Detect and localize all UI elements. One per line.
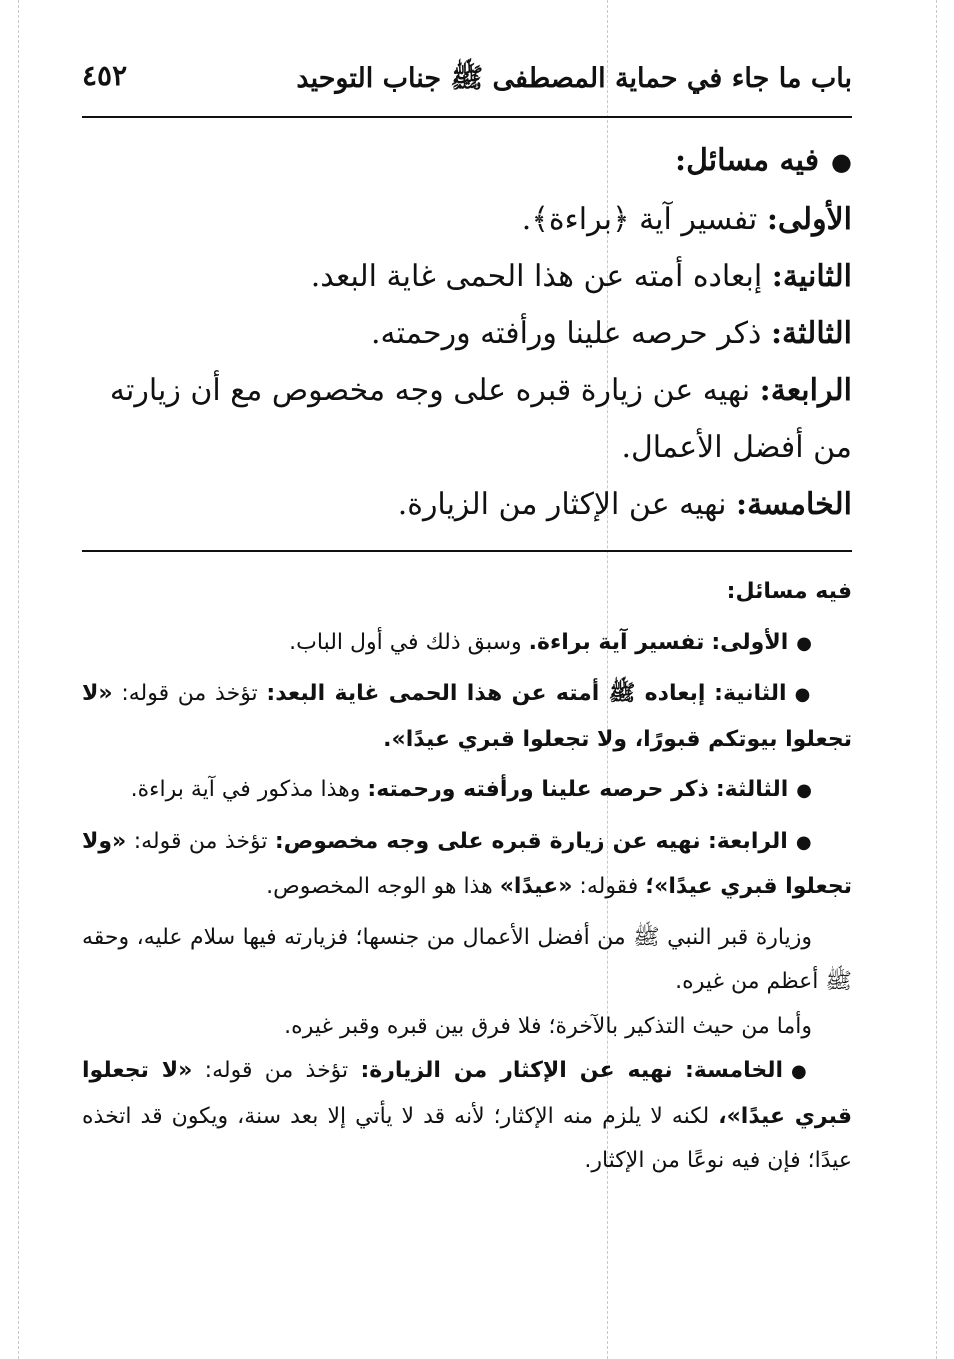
bullet-icon: ● xyxy=(791,1061,813,1082)
bullet-icon: ● xyxy=(794,684,812,705)
bullet-icon: ● xyxy=(796,632,812,654)
sharh-heading: فيه مسائل: xyxy=(726,579,852,604)
matn-item: الأولى: تفسير آية ﴿براءة﴾. xyxy=(521,202,852,237)
matn-item: الخامسة: نهيه عن الإكثار من الزيارة. xyxy=(397,487,852,522)
sharh-commentary xyxy=(82,570,852,1184)
chapter-title: باب ما جاء في حماية المصطفى ﷺ جناب التوحيد xyxy=(296,63,852,94)
sharh-item: ●الأولى: تفسير آية براءة. وسبق ذلك في أول الباب. xyxy=(289,629,812,655)
matn-heading: ●فيه مسائل: xyxy=(675,143,852,178)
header-rule xyxy=(82,116,852,118)
sharh-item: ●الخامسة: نهيه عن الإكثار من الزيارة: تؤخذ من قوله: «لا تجعلوا قبري عيدًا»، لكنه لا يلزم منه الإكثار؛ لأنه قد لا يأتي إلا بعد سنة، ويكون قد اتخذه عيدًا؛ فإن فيه نوعًا من الإكثار. xyxy=(82,1058,852,1173)
sharh-item: ●الثالثة: ذكر حرصه علينا ورأفته ورحمته: وهذا مذكور في آية براءة. xyxy=(130,777,812,802)
scan-guide-line xyxy=(18,0,19,1359)
sharh-paragraph: وأما من حيث التذكير بالآخرة؛ فلا فرق بين قبره وقبر غيره. xyxy=(284,1013,812,1039)
bullet-icon: ● xyxy=(831,148,852,176)
bullet-icon: ● xyxy=(795,831,812,853)
matn-text xyxy=(82,132,852,533)
page-header xyxy=(82,55,852,107)
matn-item: الثالثة: ذكر حرصه علينا ورأفته ورحمته. xyxy=(371,316,852,351)
bullet-icon: ● xyxy=(796,780,812,801)
sharh-paragraph: وزيارة قبر النبي ﷺ من أفضل الأعمال من جنسها؛ فزيارته فيها سلام عليه، وحقه ﷺ أعظم من غيره. xyxy=(82,924,852,994)
scan-guide-line xyxy=(936,0,937,1359)
sharh-item: ●الرابعة: نهيه عن زيارة قبره على وجه مخصوص: تؤخذ من قوله: «ولا تجعلوا قبري عيدًا»؛ فقوله: «عيدًا» هذا هو الوجه المخصوص. xyxy=(82,828,852,899)
matn-item: الثانية: إبعاده أمته عن هذا الحمى غاية البعد. xyxy=(310,259,852,294)
sharh-item: ●الثانية: إبعاده ﷺ أمته عن هذا الحمى غاية البعد: تؤخذ من قوله: «لا تجعلوا بيوتكم قبورًا، ولا تجعلوا قبري عيدًا». xyxy=(82,681,852,752)
matn-item: الرابعة: نهيه عن زيارة قبره على وجه مخصوص مع أن زيارته من أفضل الأعمال. xyxy=(109,373,852,465)
page-number: ٤٥٢ xyxy=(82,59,128,92)
section-divider xyxy=(82,550,852,552)
